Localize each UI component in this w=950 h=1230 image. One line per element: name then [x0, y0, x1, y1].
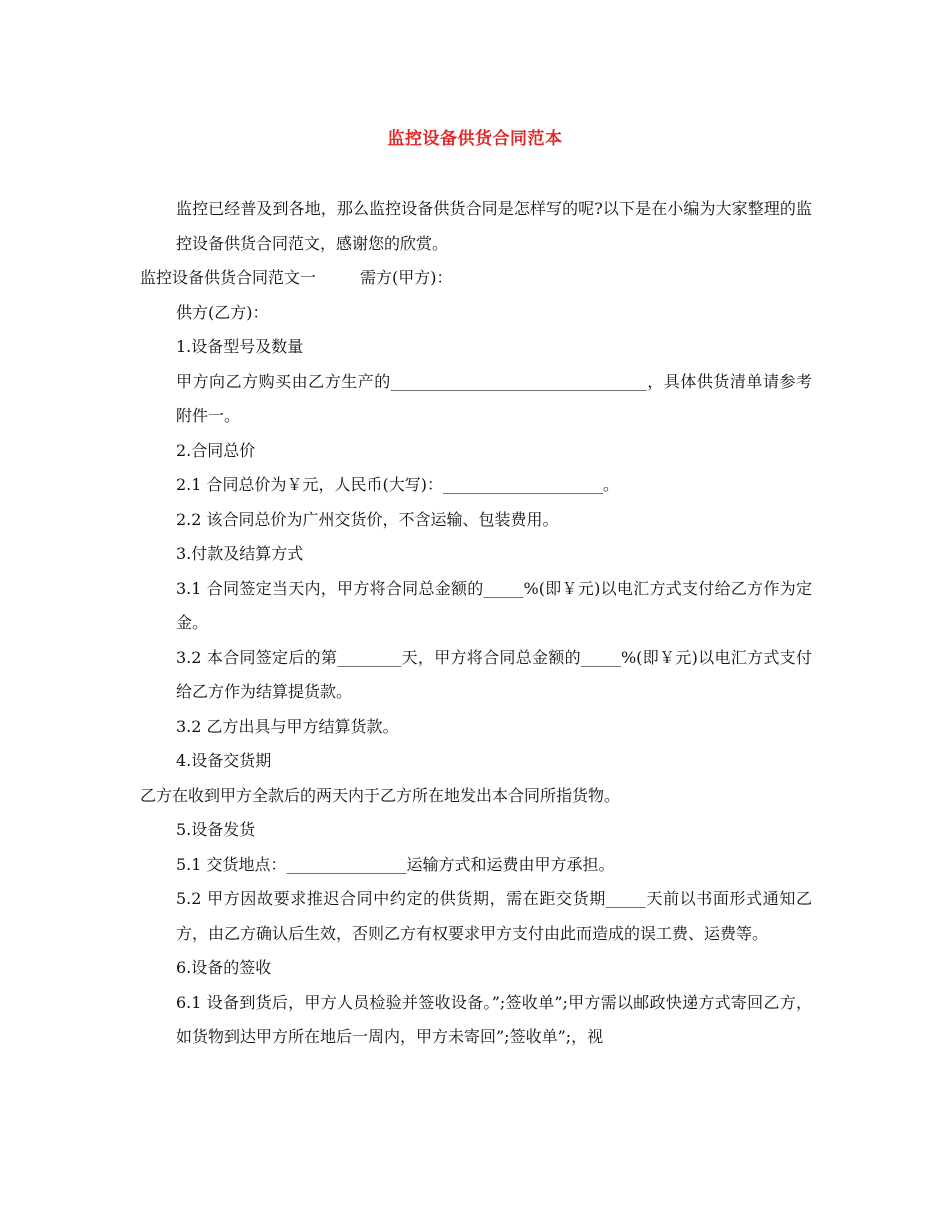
- clause-5-2: 5.2 甲方因故要求推迟合同中约定的供货期，需在距交货期_____天前以书面形式通知乙方，由乙方确认后生效，否则乙方有权要求甲方支付由此而造成的误工费、运费等。: [176, 889, 812, 943]
- paragraph-1: 甲方向乙方购买由乙方生产的________________________________，具体供货清单请参考附件一。: [176, 371, 812, 425]
- paragraph-4: 乙方在收到甲方全款后的两天内于乙方所在地发出本合同所指货物。: [140, 785, 621, 805]
- section-heading-4: 4.设备交货期: [176, 751, 272, 770]
- document-title: 监控设备供货合同范本: [387, 129, 563, 149]
- section-heading-1: 1.设备型号及数量: [176, 337, 304, 356]
- clause-6-1: 6.1 设备到货后，甲方人员检验并签收设备。”;签收单”;甲方需以邮政快递方式寄回乙方，如货物到达甲方所在地后一周内，甲方未寄回”;签收单”;，视: [176, 992, 812, 1046]
- paragraph-supplier: 供方(乙方)：: [176, 302, 269, 322]
- clause-3-1: 3.1 合同签定当天内，甲方将合同总金额的_____%(即￥元)以电汇方式支付给乙方作为定金。: [176, 578, 812, 632]
- clause-3-2a: 3.2 本合同签定后的第________天，甲方将合同总金额的_____%(即￥元)以电汇方式支付给乙方作为结算提货款。: [176, 647, 812, 701]
- clause-5-1: 5.1 交货地点：_______________运输方式和运费由甲方承担。: [176, 854, 615, 874]
- section-heading-5: 5.设备发货: [176, 820, 256, 839]
- buyer-label: 需方(甲方)：: [360, 268, 453, 287]
- clause-2-2: 2.2 该合同总价为广州交货价，不含运输、包装费用。: [176, 509, 559, 529]
- clause-3-2b: 3.2 乙方出具与甲方结算货款。: [176, 716, 399, 736]
- section-heading-2: 2.合同总价: [176, 440, 256, 460]
- sample-title: 监控设备供货合同范文一: [140, 268, 317, 287]
- document-body: [140, 192, 812, 1055]
- section-heading-6: 6.设备的签收: [176, 958, 272, 977]
- paragraph-intro: 监控已经普及到各地，那么监控设备供货合同是怎样写的呢?以下是在小编为大家整理的监控设备供货合同范文，感谢您的欣赏。: [176, 199, 812, 253]
- paragraph-sample-heading: [140, 261, 812, 296]
- clause-2-1: 2.1 合同总价为￥元，人民币(大写)：____________________。: [176, 475, 620, 494]
- section-heading-3: 3.付款及结算方式: [176, 544, 304, 563]
